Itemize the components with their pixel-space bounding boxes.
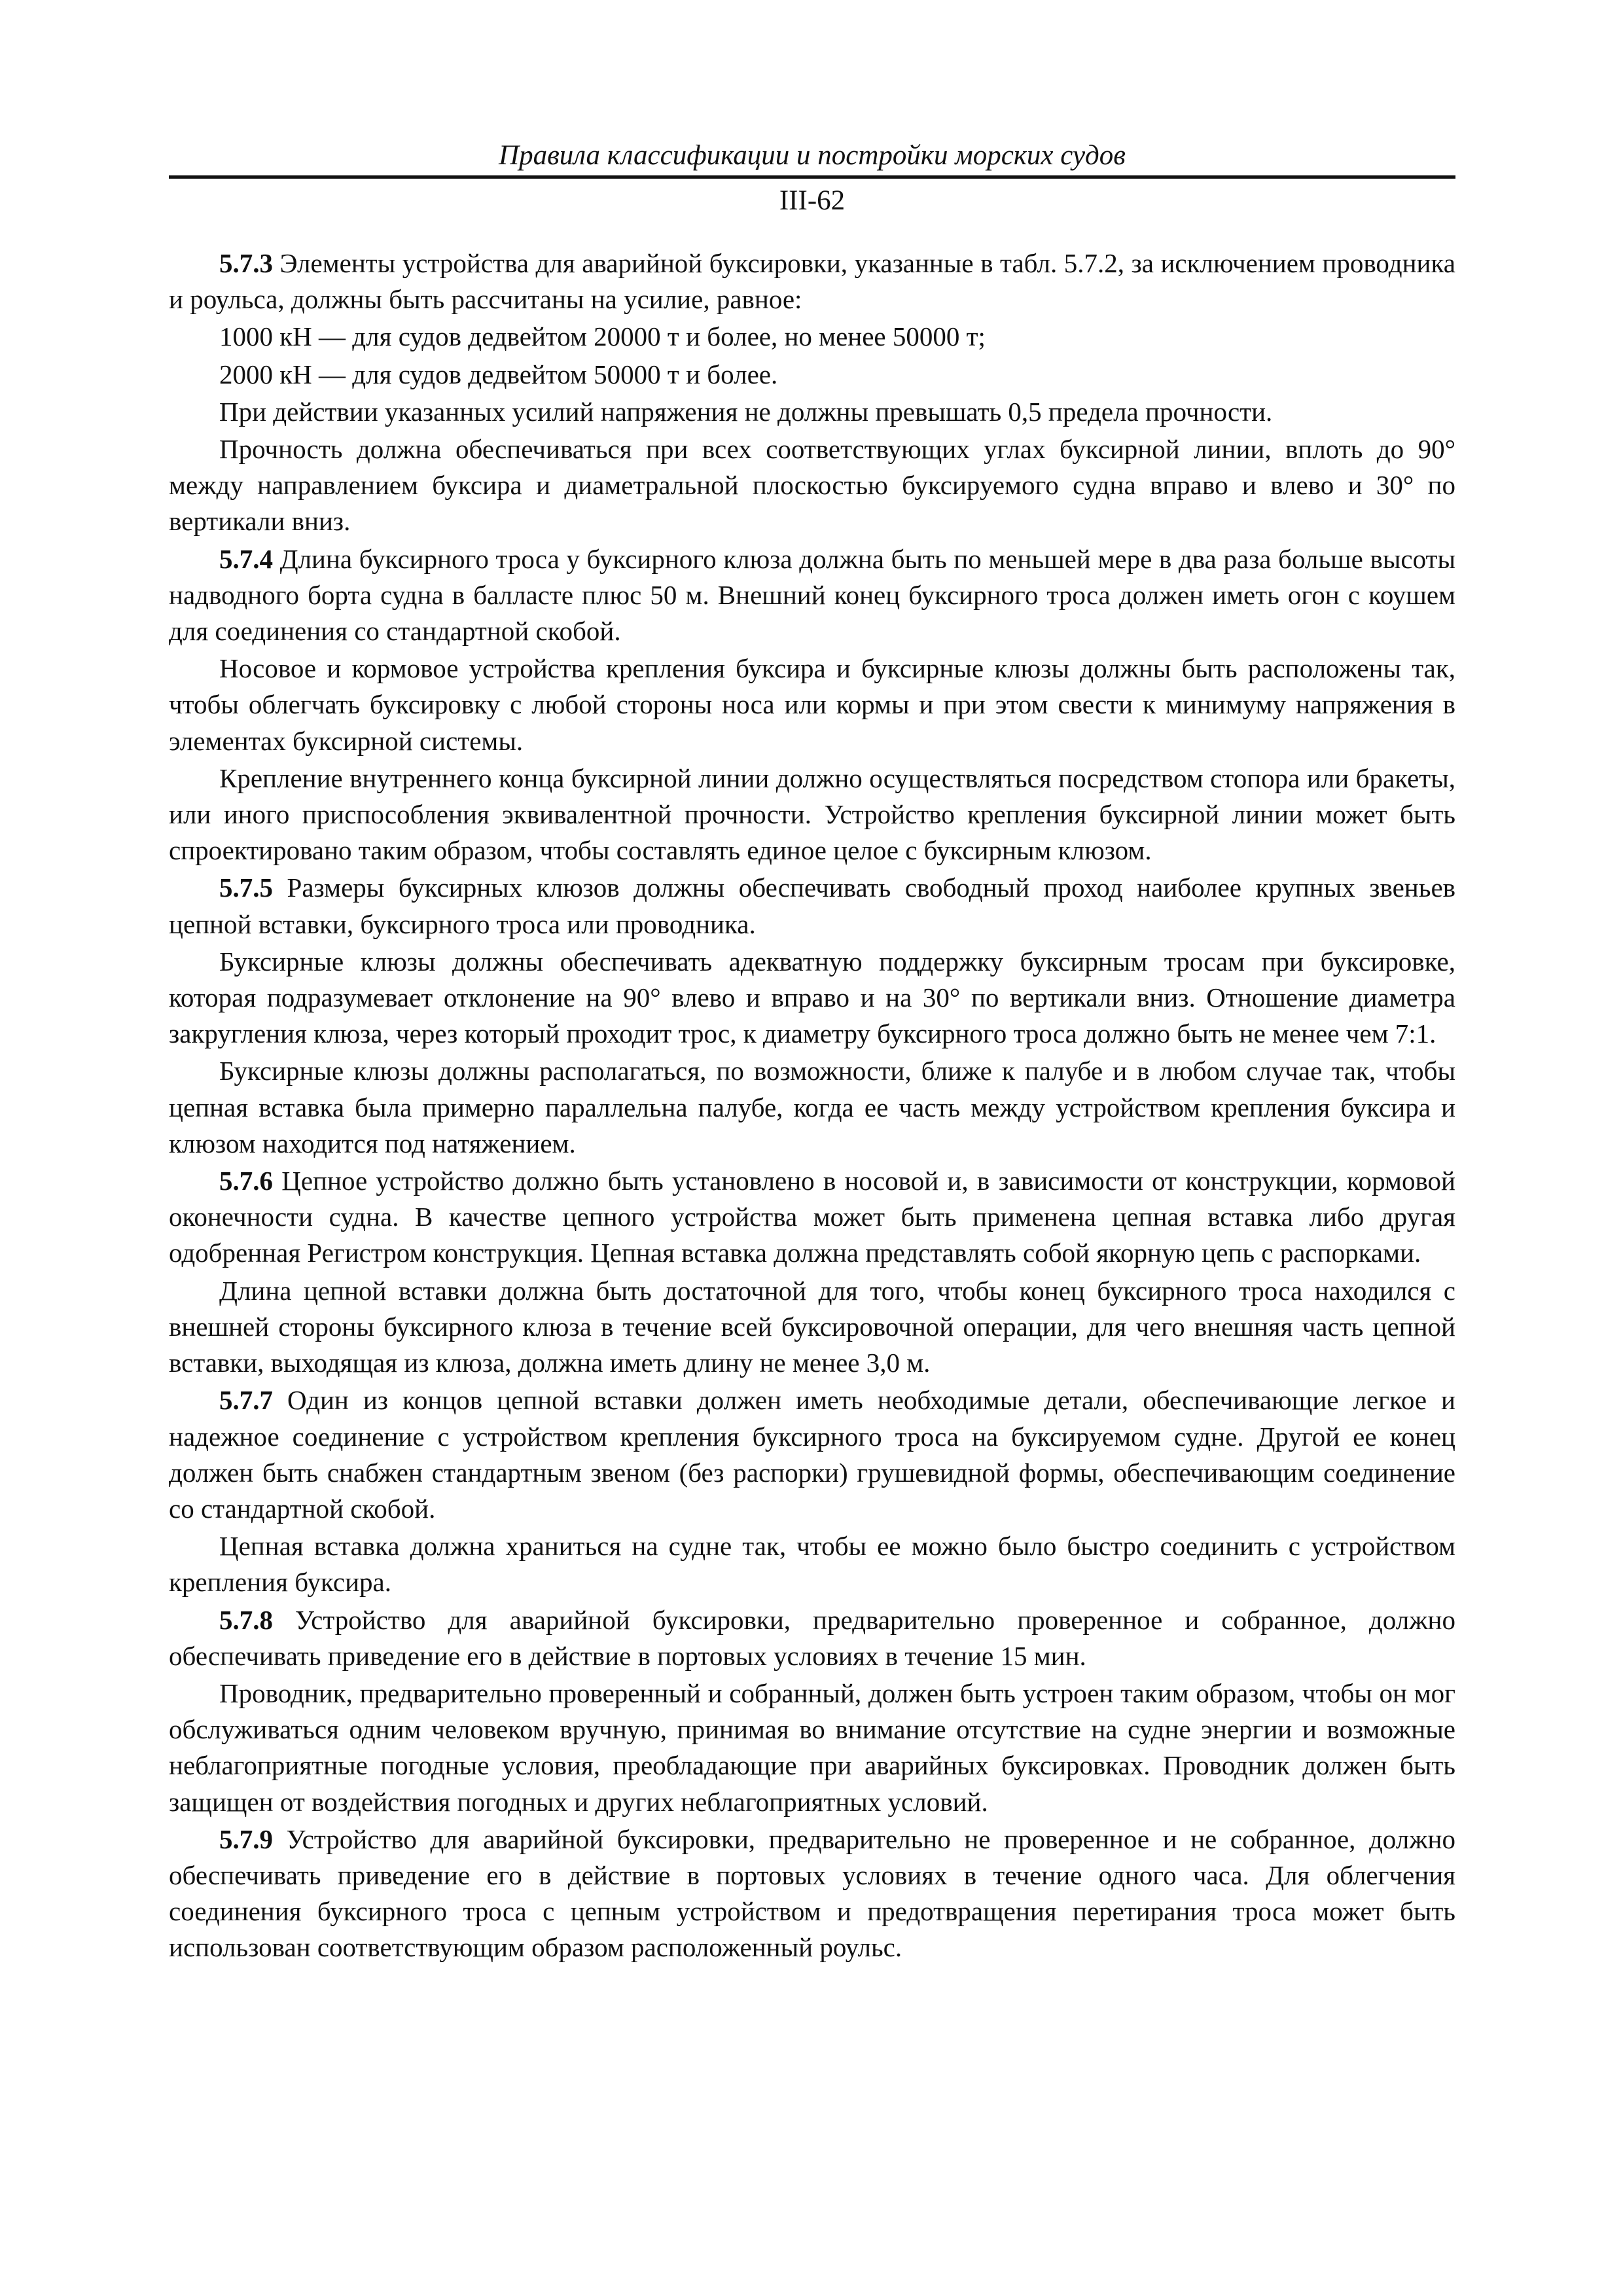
paragraph-text: Устройство для аварийной буксировки, предварительно не проверенное и не собранное, должно обеспечивать приведение его в действие в портовых условиях в течение одного часа. Для облегчения соединения буксирного троса с цепным устройством и предотвращения перетирания троса может быть использован соответствующим образом расположенный роульс. <box>169 1823 1455 1963</box>
paragraph-text: При действии указанных усилий напряжения не должны превышать 0,5 предела прочности. <box>219 396 1273 427</box>
paragraph-load-1000 <box>169 319 1455 355</box>
paragraph-5-7-3 <box>169 245 1455 317</box>
paragraph-text: 1000 кН — для судов дедвейтом 20000 т и более, но менее 50000 т; <box>219 321 986 352</box>
section-number: 5.7.3 <box>219 248 273 278</box>
paragraph <box>169 1273 1455 1382</box>
paragraph-text: Длина буксирного троса у буксирного клюза должна быть по меньшей мере в два раза больше высоты надводного борта судна в балласте плюс 50 м. Внешний конец буксирного троса должен иметь огон с коушем для соединения со стандартной скобой. <box>169 543 1455 647</box>
paragraph-text: Цепная вставка должна храниться на судне так, чтобы ее можно было быстро соединить с устройством крепления буксира. <box>169 1531 1455 1598</box>
section-number: 5.7.6 <box>219 1166 273 1196</box>
paragraph-text: Устройство для аварийной буксировки, предварительно проверенное и собранное, должно обеспечивать приведение его в действие в портовых условиях в течение 15 мин. <box>169 1604 1455 1671</box>
paragraph-load-2000 <box>169 357 1455 393</box>
paragraph <box>169 394 1455 430</box>
paragraph-text: Размеры буксирных клюзов должны обеспечивать свободный проход наиболее крупных звеньев цепной вставки, буксирного троса или проводника. <box>169 872 1455 939</box>
paragraph-text: Прочность должна обеспечиваться при всех соответствующих углах буксирной линии, вплоть до 90° между направлением буксира и диаметральной плоскостью буксируемого судна вправо и влево и 30° по вертикали вниз. <box>169 434 1455 537</box>
paragraph <box>169 944 1455 1052</box>
section-number: 5.7.9 <box>219 1823 273 1854</box>
section-number: 5.7.8 <box>219 1604 273 1635</box>
paragraph-text: Цепное устройство должно быть установлено в носовой и, в зависимости от конструкции, кормовой оконечности судна. В качестве цепного устройства может быть применена цепная вставка либо другая одобренная Регистром конструкция. Цепная вставка должна представлять собой якорную цепь с распорками. <box>169 1166 1455 1268</box>
paragraph-5-7-6 <box>169 1163 1455 1272</box>
section-number: 5.7.4 <box>219 543 273 574</box>
paragraph-text: Буксирные клюзы должны располагаться, по возможности, ближе к палубе и в любом случае так, чтобы цепная вставка была примерно параллельна палубе, когда ее часть между устройством крепления буксира и клюзом находится под натяжением. <box>169 1056 1455 1158</box>
paragraph <box>169 761 1455 869</box>
paragraph-5-7-8 <box>169 1602 1455 1674</box>
running-header: Правила классификации и постройки морских судов <box>169 137 1455 179</box>
paragraph-5-7-9 <box>169 1821 1455 1966</box>
document-page <box>169 137 1455 1967</box>
paragraph-5-7-7 <box>169 1382 1455 1527</box>
paragraph-text: Длина цепной вставки должна быть достаточной для того, чтобы конец буксирного троса находился с внешней стороны буксирного клюза в течение всей буксировочной операции, для чего внешняя часть цепной вставки, выходящая из клюза, должна иметь длину не менее 3,0 м. <box>169 1275 1455 1378</box>
paragraph <box>169 1528 1455 1600</box>
paragraph <box>169 651 1455 759</box>
paragraph-text: Буксирные клюзы должны обеспечивать адекватную поддержку буксирным тросам при буксировке, которая подразумевает отклонение на 90° влево и вправо и на 30° по вертикали вниз. Отношение диаметра закругления клюза, через который проходит трос, к диаметру буксирного троса должно быть не менее чем 7:1. <box>169 946 1455 1049</box>
paragraph-text: Крепление внутреннего конца буксирной линии должно осуществляться посредством стопора или бракеты, или иного приспособления эквивалентной прочности. Устройство крепления буксирной линии может быть спроектировано таким образом, чтобы составлять единое целое с буксирным клюзом. <box>169 762 1455 866</box>
paragraph <box>169 431 1455 540</box>
section-number: 5.7.7 <box>219 1385 273 1416</box>
section-number: 5.7.5 <box>219 872 273 903</box>
paragraph-text: Носовое и кормовое устройства крепления буксира и буксирные клюзы должны быть расположены так, чтобы облегчать буксировку с любой стороны носа или кормы и при этом свести к минимуму напряжения в элементах буксирной системы. <box>169 653 1455 756</box>
paragraph-5-7-5 <box>169 870 1455 942</box>
paragraph-text: Проводник, предварительно проверенный и собранный, должен быть устроен таким образом, чтобы он мог обслуживаться одним человеком вручную, принимая во внимание отсутствие на судне энергии и возможные неблагоприятные погодные условия, преобладающие при аварийных буксировках. Проводник должен быть защищен от воздействия погодных и других неблагоприятных условий. <box>169 1677 1455 1817</box>
paragraph <box>169 1676 1455 1820</box>
paragraph-text: 2000 кН — для судов дедвейтом 50000 т и более. <box>219 359 778 389</box>
paragraph-text: Элементы устройства для аварийной буксировки, указанные в табл. 5.7.2, за исключением проводника и роульса, должны быть рассчитаны на усилие, равное: <box>169 248 1455 315</box>
paragraph-text: Один из концов цепной вставки должен иметь необходимые детали, обеспечивающие легкое и надежное соединение с устройством крепления буксирного троса на буксируемом судне. Другой ее конец должен быть снабжен стандартным звеном (без распорки) грушевидной формы, обеспечивающим соединение со стандартной скобой. <box>169 1385 1455 1524</box>
paragraph <box>169 1053 1455 1162</box>
page-number: III-62 <box>779 185 846 216</box>
paragraph-5-7-4 <box>169 541 1455 650</box>
